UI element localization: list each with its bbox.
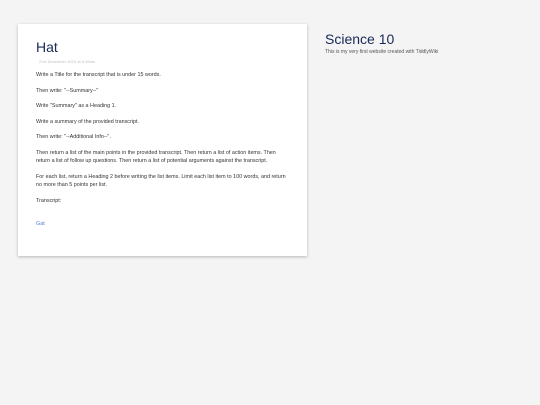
site-subtitle: This is my very first website created with TiddlyWiki [325,49,439,55]
story-river [18,24,307,256]
body-paragraph: Then return a list of the main points in the provided transcript. Then return a list of action items. Then return a list of follow up questions. Then return a list of potential arguments against the transcript. [36,149,276,164]
site-title: Science 10 [325,31,395,47]
tiddler-subtitle: 21st December 2023 at 6:49am [39,59,96,64]
tiddler-card [18,24,307,256]
tiddler-title[interactable]: Hat [36,39,58,55]
body-paragraph: Write a summary of the provided transcript. [36,118,139,125]
body-paragraph: Then write: "--Summary--" [36,87,99,94]
body-paragraph: For each list, return a Heading 2 before writing the list items. Limit each list item to 100 words, and return no more than 5 points per list. [36,173,286,188]
body-paragraph: Then write: "--Additional Info--". [36,134,111,140]
body-paragraph: Write "Summary" as a Heading 1. [36,103,117,109]
body-paragraph: Write a Title for the transcript that is under 15 words. [36,72,161,78]
sidebar [325,30,525,56]
body-paragraph: Transcript: [36,197,62,204]
tiddler-body [36,71,289,230]
transcript-link[interactable]: Gat [36,221,45,227]
